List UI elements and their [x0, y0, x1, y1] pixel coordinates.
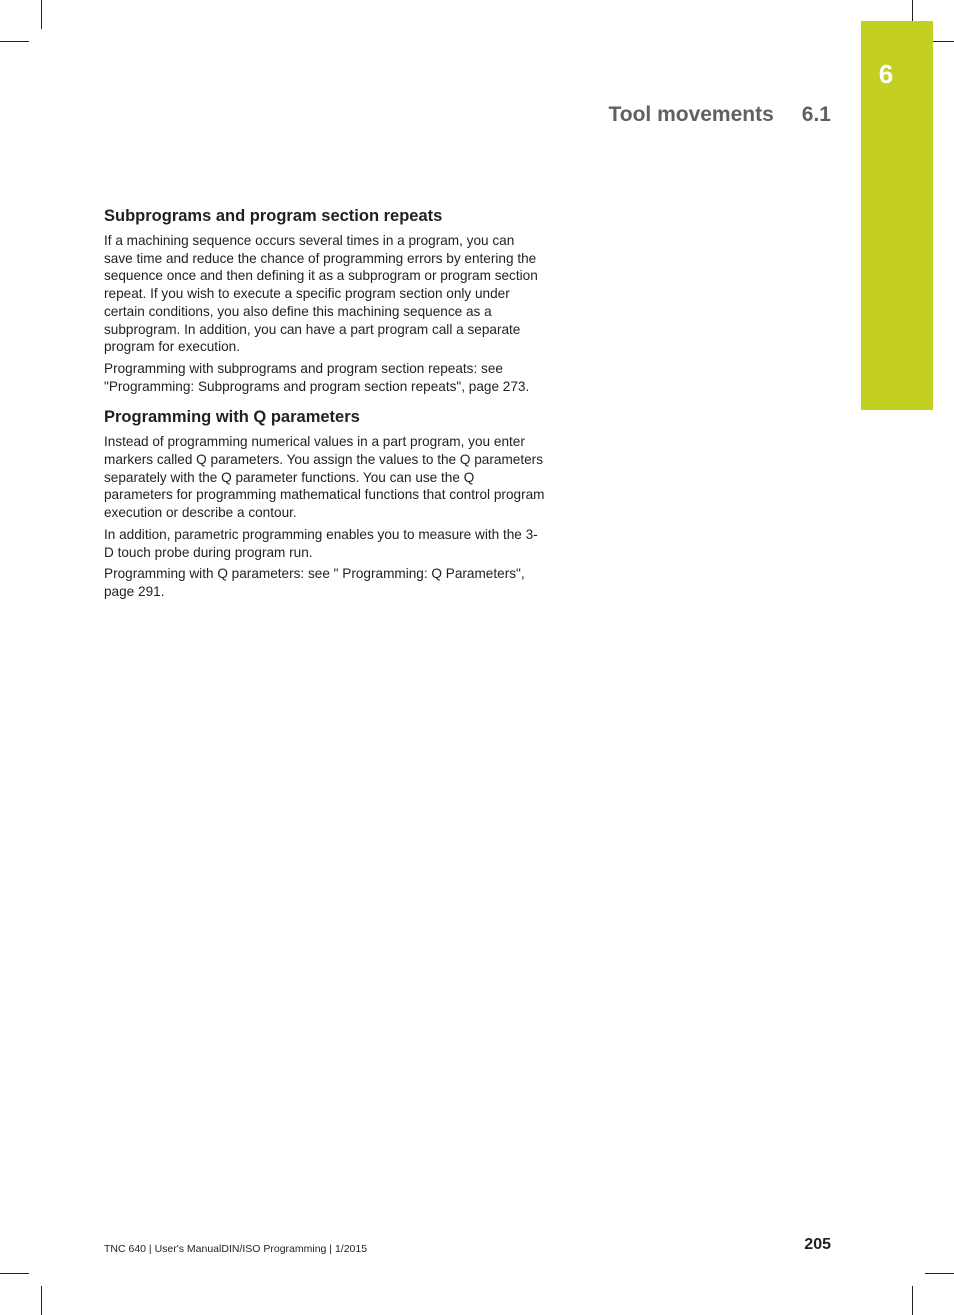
- paragraph: In addition, parametric programming enables you to measure with the 3-D touch probe during program run.: [104, 526, 538, 560]
- chapter-title: Tool movements: [608, 103, 774, 126]
- cross-reference[interactable]: Programming with subprograms and program section repeats: see "Programming: Subprograms and program section repeats", page 273.: [104, 360, 530, 394]
- paragraph: Instead of programming numerical values in a part program, you enter markers called Q parameters. You assign the values to the Q parameters separately with the Q parameter functions. You can use the Q parameters for programming mathematical functions that control program execution or describe a contour.: [104, 434, 545, 521]
- section-heading: Subprograms and program section repeats: [104, 207, 443, 225]
- chapter-number: 6: [878, 59, 894, 89]
- cross-reference[interactable]: Programming with Q parameters: see " Programming: Q Parameters", page 291.: [104, 566, 525, 599]
- crop-mark: [41, 1286, 42, 1315]
- paragraph: If a machining sequence occurs several times in a program, you can save time and reduce the chance of programming errors by entering the sequence once and then defining it as a subprogram or program section repeat. If you wish to execute a specific program section only under certain conditions, you also define this machining sequence as a subprogram. In addition, you can have a part program call a separate program for execution.: [104, 233, 538, 355]
- section-subprograms: [104, 206, 546, 395]
- crop-mark: [41, 0, 42, 29]
- running-header: [608, 104, 831, 125]
- footer-text: TNC 640 | User's ManualDIN/ISO Programming | 1/2015: [104, 1243, 368, 1255]
- crop-mark: [925, 1273, 954, 1274]
- section-heading: Programming with Q parameters: [104, 408, 360, 427]
- crop-mark: [912, 1286, 913, 1315]
- page-number: 205: [804, 1236, 831, 1253]
- crop-mark: [0, 41, 29, 42]
- section-number: 6.1: [801, 103, 831, 126]
- chapter-tab: [861, 21, 933, 410]
- section-q-parameters: [104, 407, 546, 600]
- page-content: [104, 206, 546, 613]
- crop-mark: [0, 1273, 29, 1274]
